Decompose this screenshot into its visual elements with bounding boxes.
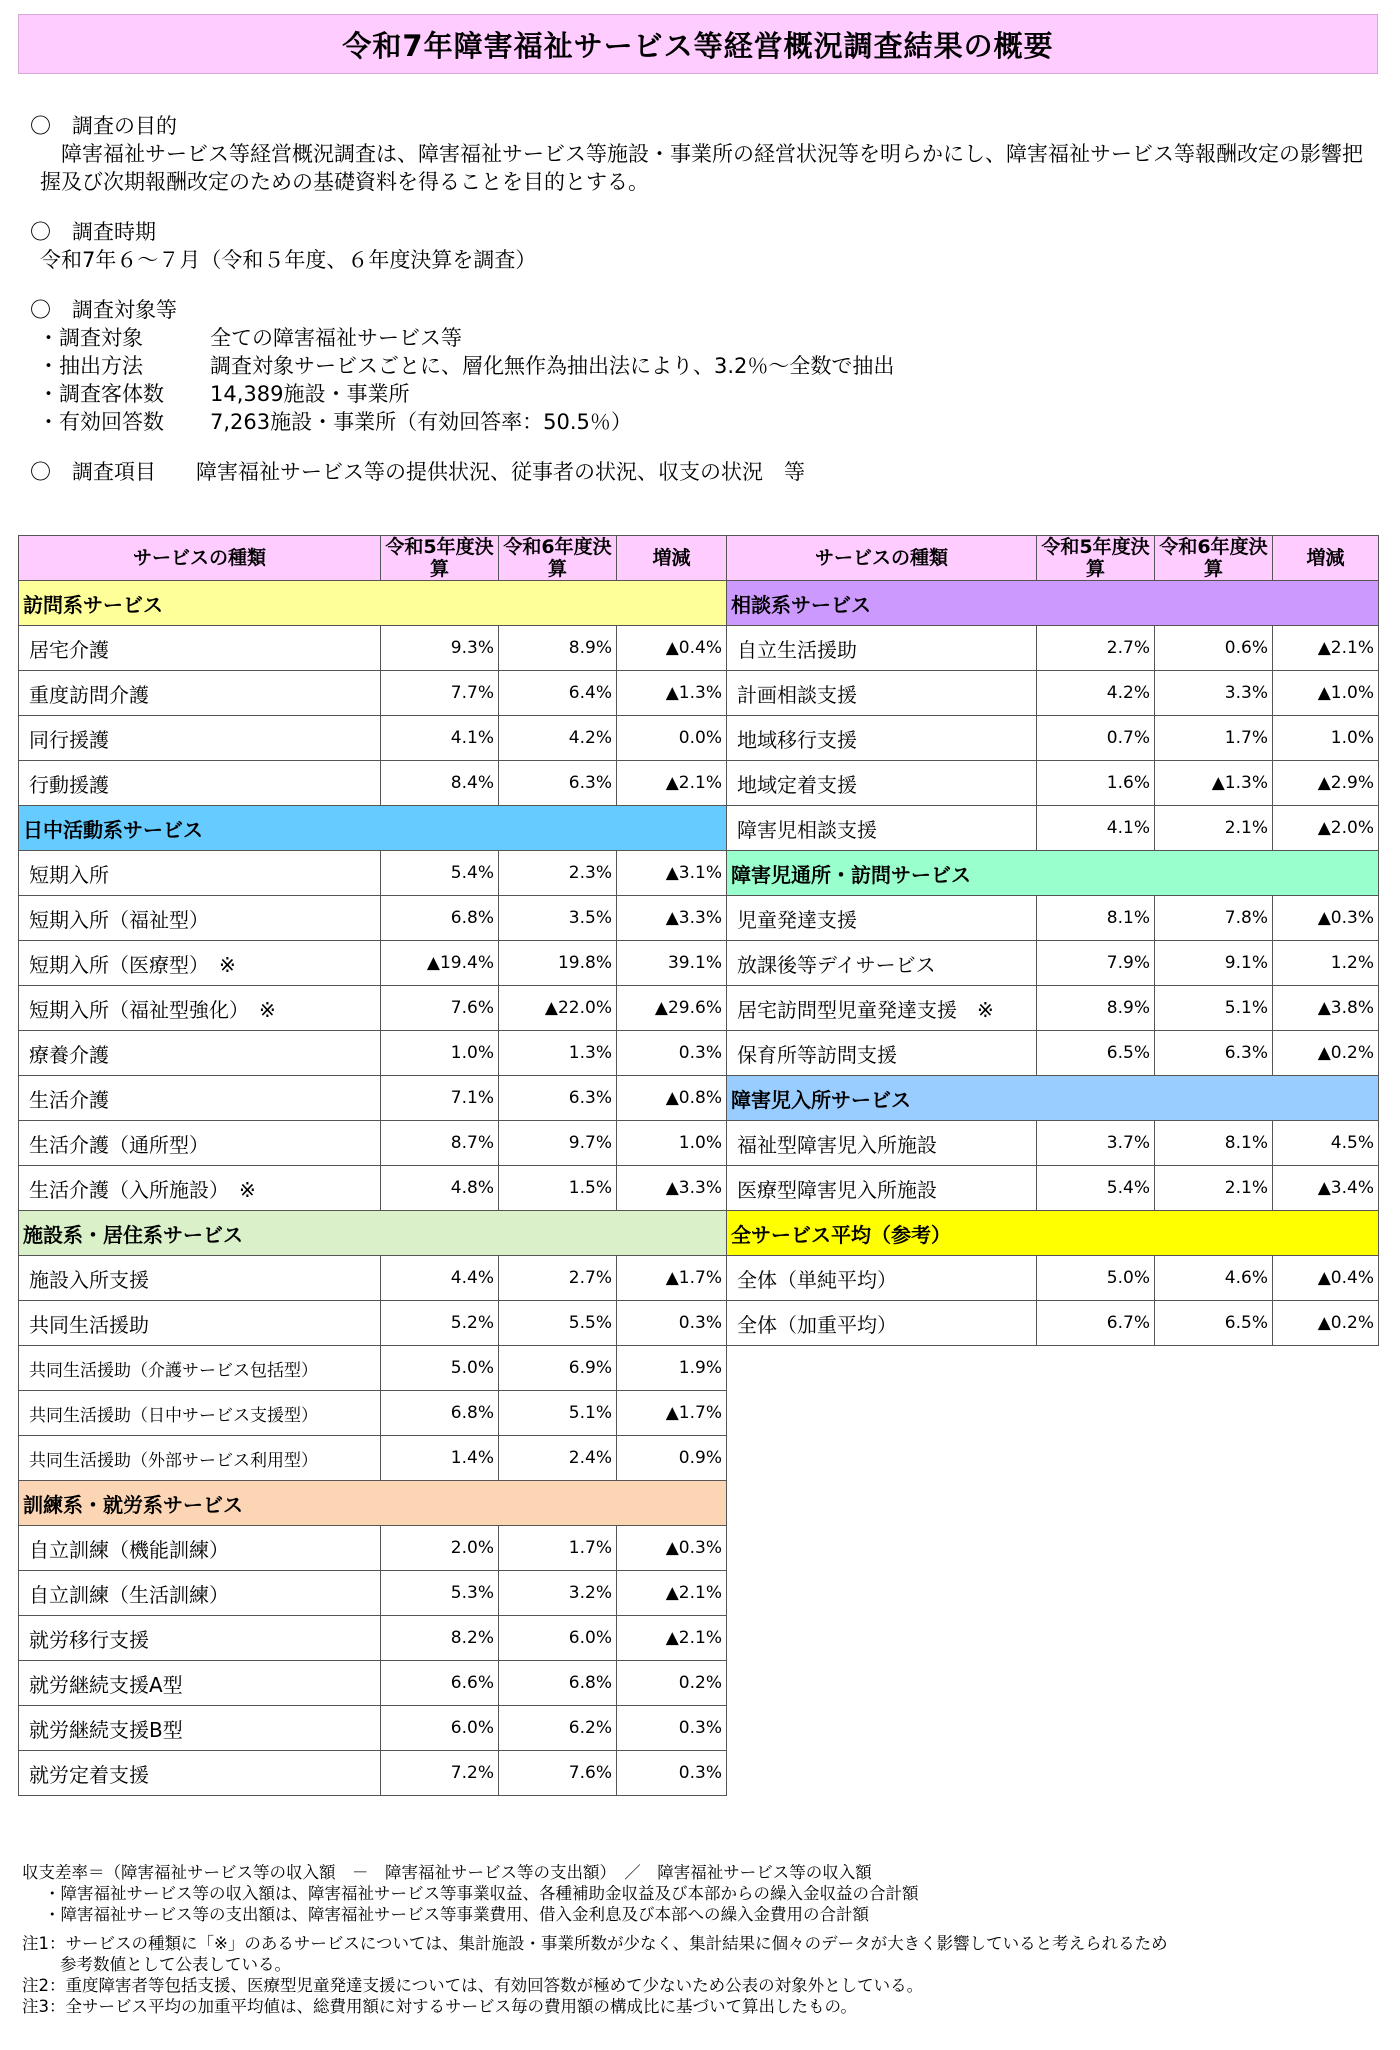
value-r6: 6.3% <box>499 761 617 806</box>
value-r6: 0.6% <box>1155 626 1273 671</box>
value-r6: ▲1.3% <box>1155 761 1273 806</box>
value-diff: ▲0.4% <box>617 626 727 671</box>
period-text: 令和7年６～７月（令和５年度、６年度決算を調査） <box>40 248 537 272</box>
table-row <box>727 986 1379 1031</box>
period-heading: 〇 調査時期 <box>30 220 156 244</box>
value-diff: 0.3% <box>617 1706 727 1751</box>
service-name: 重度訪問介護 <box>19 671 381 716</box>
value-r5: 6.6% <box>381 1661 499 1706</box>
value-r5: 5.0% <box>381 1346 499 1391</box>
value-r6: 2.7% <box>499 1256 617 1301</box>
value-diff: 0.3% <box>617 1301 727 1346</box>
value-diff: ▲2.9% <box>1273 761 1379 806</box>
value-r5: 6.5% <box>1037 1031 1155 1076</box>
table-row <box>727 806 1379 851</box>
value-r5: 4.8% <box>381 1166 499 1211</box>
service-name: 全体（単純平均） <box>727 1256 1037 1301</box>
value-r6: 2.1% <box>1155 806 1273 851</box>
value-r6: 2.3% <box>499 851 617 896</box>
header-diff: 増減 <box>1273 536 1379 581</box>
header-service: サービスの種類 <box>19 536 381 581</box>
service-name: 生活介護 <box>19 1076 381 1121</box>
table-header-row <box>727 536 1379 581</box>
value-r6: 7.8% <box>1155 896 1273 941</box>
category-label: 施設系・居住系サービス <box>19 1211 727 1256</box>
service-table-right <box>726 535 1379 1346</box>
service-name: 短期入所 <box>19 851 381 896</box>
table-row <box>727 1166 1379 1211</box>
value-r6: 6.9% <box>499 1346 617 1391</box>
service-name: 障害児相談支援 <box>727 806 1037 851</box>
value-r6: 1.3% <box>499 1031 617 1076</box>
service-name: 就労継続支援B型 <box>19 1706 381 1751</box>
value-r6: 8.9% <box>499 626 617 671</box>
table-row <box>19 1076 727 1121</box>
value-diff: 1.0% <box>617 1121 727 1166</box>
value-r5: 5.4% <box>381 851 499 896</box>
value-r5: 5.3% <box>381 1571 499 1616</box>
table-row <box>727 761 1379 806</box>
value-r6: 3.5% <box>499 896 617 941</box>
service-name: 生活介護（入所施設） ※ <box>19 1166 381 1211</box>
table-row <box>19 761 727 806</box>
table-row <box>727 671 1379 716</box>
value-r6: 4.2% <box>499 716 617 761</box>
purpose-heading: 〇 調査の目的 <box>30 114 177 138</box>
value-r6: 6.5% <box>1155 1301 1273 1346</box>
expense-note: ・障害福祉サービス等の支出額は、障害福祉サービス等事業費用、借入金利息及び本部への繰入金費用の合計額 <box>44 1905 869 1924</box>
value-r5: 9.3% <box>381 626 499 671</box>
value-r6: 8.1% <box>1155 1121 1273 1166</box>
value-r6: 5.1% <box>499 1391 617 1436</box>
value-r6: 6.8% <box>499 1661 617 1706</box>
value-r5: 7.9% <box>1037 941 1155 986</box>
value-r5: 4.1% <box>381 716 499 761</box>
value-diff: 4.5% <box>1273 1121 1379 1166</box>
service-name: 短期入所（福祉型強化） ※ <box>19 986 381 1031</box>
service-name: 地域定着支援 <box>727 761 1037 806</box>
service-name: 就労定着支援 <box>19 1751 381 1796</box>
value-r5: 8.1% <box>1037 896 1155 941</box>
category-label: 訪問系サービス <box>19 581 727 626</box>
table-row <box>19 1031 727 1076</box>
value-r5: 1.4% <box>381 1436 499 1481</box>
value-r5: 4.1% <box>1037 806 1155 851</box>
value-diff: ▲3.1% <box>617 851 727 896</box>
value-r5: 8.2% <box>381 1616 499 1661</box>
note-2: 注2：重度障害者等包括支援、医療型児童発達支援については、有効回答数が極めて少ないため公表の対象外としている。 <box>22 1976 924 1995</box>
value-diff: ▲3.4% <box>1273 1166 1379 1211</box>
service-name: 就労継続支援A型 <box>19 1661 381 1706</box>
service-name: 地域移行支援 <box>727 716 1037 761</box>
category-row <box>727 1211 1379 1256</box>
table-row <box>19 1166 727 1211</box>
table-row <box>19 896 727 941</box>
value-r6: 19.8% <box>499 941 617 986</box>
category-label: 障害児入所サービス <box>727 1076 1379 1121</box>
service-name: 就労移行支援 <box>19 1616 381 1661</box>
value-diff: 0.3% <box>617 1751 727 1796</box>
value-diff: ▲0.2% <box>1273 1301 1379 1346</box>
purpose-section <box>30 112 1380 196</box>
value-diff: ▲2.1% <box>617 761 727 806</box>
table-row <box>19 671 727 716</box>
service-name: 短期入所（福祉型） <box>19 896 381 941</box>
value-diff: ▲0.3% <box>1273 896 1379 941</box>
value-r5: 7.6% <box>381 986 499 1031</box>
category-label: 相談系サービス <box>727 581 1379 626</box>
value-r5: 6.8% <box>381 1391 499 1436</box>
value-diff: 0.0% <box>617 716 727 761</box>
category-row <box>19 1481 727 1526</box>
target-value: 14,389施設・事業所 <box>210 382 410 406</box>
value-r5: 0.7% <box>1037 716 1155 761</box>
value-diff: 1.9% <box>617 1346 727 1391</box>
value-diff: 1.0% <box>1273 716 1379 761</box>
value-diff: 0.9% <box>617 1436 727 1481</box>
value-diff: ▲3.8% <box>1273 986 1379 1031</box>
value-diff: 1.2% <box>1273 941 1379 986</box>
value-r5: 7.1% <box>381 1076 499 1121</box>
table-row <box>19 1616 727 1661</box>
service-name: 計画相談支援 <box>727 671 1037 716</box>
value-diff: ▲0.3% <box>617 1526 727 1571</box>
value-r6: 5.1% <box>1155 986 1273 1031</box>
table-row <box>19 986 727 1031</box>
target-row <box>30 352 1380 380</box>
targets-heading: 〇 調査対象等 <box>30 298 177 322</box>
service-name: 福祉型障害児入所施設 <box>727 1121 1037 1166</box>
value-diff: ▲1.7% <box>617 1256 727 1301</box>
service-table-left <box>18 535 727 1796</box>
service-name: 行動援護 <box>19 761 381 806</box>
target-key: ・調査客体数 <box>38 382 164 406</box>
table-row <box>19 1301 727 1346</box>
income-note: ・障害福祉サービス等の収入額は、障害福祉サービス等事業収益、各種補助金収益及び本部からの繰入金収益の合計額 <box>44 1884 919 1903</box>
category-label: 障害児通所・訪問サービス <box>727 851 1379 896</box>
table-row <box>727 1031 1379 1076</box>
target-value: 調査対象サービスごとに、層化無作為抽出法により、3.2％～全数で抽出 <box>210 354 895 378</box>
table-row <box>19 1256 727 1301</box>
category-row <box>727 1076 1379 1121</box>
target-row <box>30 324 1380 352</box>
table-row <box>727 1301 1379 1346</box>
value-r6: 1.7% <box>1155 716 1273 761</box>
value-r6: 6.4% <box>499 671 617 716</box>
table-row <box>19 1121 727 1166</box>
service-name: 同行援護 <box>19 716 381 761</box>
service-name: 保育所等訪問支援 <box>727 1031 1037 1076</box>
service-name: 施設入所支援 <box>19 1256 381 1301</box>
note-3: 注3：全サービス平均の加重平均値は、総費用額に対するサービス毎の費用額の構成比に基づいて算出したもの。 <box>22 1997 857 2016</box>
target-key: ・抽出方法 <box>38 354 143 378</box>
category-row <box>19 581 727 626</box>
value-r5: 5.4% <box>1037 1166 1155 1211</box>
table-row <box>19 1751 727 1796</box>
header-service: サービスの種類 <box>727 536 1037 581</box>
service-name: 生活介護（通所型） <box>19 1121 381 1166</box>
value-r5: 2.0% <box>381 1526 499 1571</box>
table-row <box>727 626 1379 671</box>
table-row <box>19 1391 727 1436</box>
value-r6: 3.2% <box>499 1571 617 1616</box>
value-r5: 8.7% <box>381 1121 499 1166</box>
value-diff: ▲0.4% <box>1273 1256 1379 1301</box>
value-r6: 6.3% <box>499 1076 617 1121</box>
value-r5: ▲19.4% <box>381 941 499 986</box>
service-name: 自立訓練（生活訓練） <box>19 1571 381 1616</box>
service-name: 共同生活援助（介護サービス包括型） <box>19 1346 381 1391</box>
table-row <box>19 941 727 986</box>
value-r5: 6.8% <box>381 896 499 941</box>
service-name: 医療型障害児入所施設 <box>727 1166 1037 1211</box>
note-1-cont: 参考数値として公表している。 <box>60 1955 291 1974</box>
table-row <box>727 716 1379 761</box>
table-row <box>19 1526 727 1571</box>
service-name: 短期入所（医療型） ※ <box>19 941 381 986</box>
table-row <box>727 1121 1379 1166</box>
value-r5: 6.0% <box>381 1706 499 1751</box>
header-r6: 令和6年度決算 <box>1155 536 1273 581</box>
value-diff: ▲1.3% <box>617 671 727 716</box>
service-name: 居宅訪問型児童発達支援 ※ <box>727 986 1037 1031</box>
survey-overview <box>30 112 1380 486</box>
value-r5: 7.7% <box>381 671 499 716</box>
items-text: 障害福祉サービス等の提供状況、従事者の状況、収支の状況 等 <box>196 460 805 484</box>
table-row <box>19 1661 727 1706</box>
table-row <box>727 1256 1379 1301</box>
service-name: 共同生活援助（日中サービス支援型） <box>19 1391 381 1436</box>
table-row <box>19 1346 727 1391</box>
service-name: 児童発達支援 <box>727 896 1037 941</box>
category-row <box>727 851 1379 896</box>
table-row <box>19 1436 727 1481</box>
service-name: 全体（加重平均） <box>727 1301 1037 1346</box>
note-1: 注1：サービスの種類に「※」のあるサービスについては、集計施設・事業所数が少なく、集計結果に個々のデータが大きく影響していると考えられるため <box>22 1934 1168 1953</box>
target-value: 全ての障害福祉サービス等 <box>210 326 462 350</box>
category-label: 全サービス平均（参考） <box>727 1211 1379 1256</box>
value-r5: 2.7% <box>1037 626 1155 671</box>
target-key: ・調査対象 <box>38 326 143 350</box>
items-heading: 〇 調査項目 <box>30 460 156 484</box>
value-diff: ▲2.0% <box>1273 806 1379 851</box>
table-header-row <box>19 536 727 581</box>
value-diff: 0.2% <box>617 1661 727 1706</box>
target-value: 7,263施設・事業所（有効回答率：50.5％） <box>210 410 632 434</box>
table-row <box>19 716 727 761</box>
period-section <box>30 218 1380 274</box>
value-diff: ▲2.1% <box>1273 626 1379 671</box>
target-row <box>30 380 1380 408</box>
header-r6: 令和6年度決算 <box>499 536 617 581</box>
value-r5: 1.0% <box>381 1031 499 1076</box>
footnotes <box>22 1862 1382 2017</box>
service-name: 共同生活援助 <box>19 1301 381 1346</box>
value-diff: ▲29.6% <box>617 986 727 1031</box>
value-r5: 6.7% <box>1037 1301 1155 1346</box>
value-r5: 8.4% <box>381 761 499 806</box>
value-r6: 2.1% <box>1155 1166 1273 1211</box>
target-row <box>30 408 1380 436</box>
value-r5: 1.6% <box>1037 761 1155 806</box>
value-diff: ▲2.1% <box>617 1616 727 1661</box>
table-row <box>19 1571 727 1616</box>
value-r5: 4.2% <box>1037 671 1155 716</box>
value-diff: ▲0.2% <box>1273 1031 1379 1076</box>
header-diff: 増減 <box>617 536 727 581</box>
table-row <box>727 941 1379 986</box>
value-diff: ▲1.7% <box>617 1391 727 1436</box>
value-r6: 7.6% <box>499 1751 617 1796</box>
value-r6: ▲22.0% <box>499 986 617 1031</box>
target-key: ・有効回答数 <box>38 410 164 434</box>
value-diff: ▲1.0% <box>1273 671 1379 716</box>
value-r6: 4.6% <box>1155 1256 1273 1301</box>
value-r5: 8.9% <box>1037 986 1155 1031</box>
items-section <box>30 458 1380 486</box>
service-name: 自立訓練（機能訓練） <box>19 1526 381 1571</box>
table-row <box>19 1706 727 1751</box>
category-row <box>19 1211 727 1256</box>
value-r6: 9.7% <box>499 1121 617 1166</box>
value-r6: 6.3% <box>1155 1031 1273 1076</box>
value-r5: 5.2% <box>381 1301 499 1346</box>
table-row <box>19 626 727 671</box>
value-diff: 0.3% <box>617 1031 727 1076</box>
value-diff: ▲0.8% <box>617 1076 727 1121</box>
value-r6: 9.1% <box>1155 941 1273 986</box>
value-r6: 6.2% <box>499 1706 617 1751</box>
value-diff: ▲3.3% <box>617 896 727 941</box>
service-name: 療養介護 <box>19 1031 381 1076</box>
category-label: 訓練系・就労系サービス <box>19 1481 727 1526</box>
value-r6: 1.5% <box>499 1166 617 1211</box>
service-name: 居宅介護 <box>19 626 381 671</box>
value-diff: ▲2.1% <box>617 1571 727 1616</box>
service-name: 共同生活援助（外部サービス利用型） <box>19 1436 381 1481</box>
category-label: 日中活動系サービス <box>19 806 727 851</box>
value-r5: 3.7% <box>1037 1121 1155 1166</box>
formula-note: 収支差率＝（障害福祉サービス等の収入額 － 障害福祉サービス等の支出額） ／ 障害福祉サービス等の収入額 <box>22 1863 872 1882</box>
value-r6: 3.3% <box>1155 671 1273 716</box>
value-r5: 7.2% <box>381 1751 499 1796</box>
value-diff: ▲3.3% <box>617 1166 727 1211</box>
value-r6: 6.0% <box>499 1616 617 1661</box>
category-row <box>19 806 727 851</box>
value-r6: 2.4% <box>499 1436 617 1481</box>
purpose-text: 障害福祉サービス等経営概況調査は、障害福祉サービス等施設・事業所の経営状況等を明らかにし、障害福祉サービス等報酬改定の影響把握及び次期報酬改定のための基礎資料を得ることを目的とする。 <box>40 142 1363 194</box>
service-name: 放課後等デイサービス <box>727 941 1037 986</box>
header-r5: 令和5年度決算 <box>1037 536 1155 581</box>
value-r5: 5.0% <box>1037 1256 1155 1301</box>
category-row <box>727 581 1379 626</box>
targets-section <box>30 296 1380 436</box>
value-r6: 5.5% <box>499 1301 617 1346</box>
table-row <box>727 896 1379 941</box>
header-r5: 令和5年度決算 <box>381 536 499 581</box>
table-row <box>19 851 727 896</box>
value-r6: 1.7% <box>499 1526 617 1571</box>
value-diff: 39.1% <box>617 941 727 986</box>
service-name: 自立生活援助 <box>727 626 1037 671</box>
page-title: 令和7年障害福祉サービス等経営概況調査結果の概要 <box>18 14 1378 74</box>
value-r5: 4.4% <box>381 1256 499 1301</box>
